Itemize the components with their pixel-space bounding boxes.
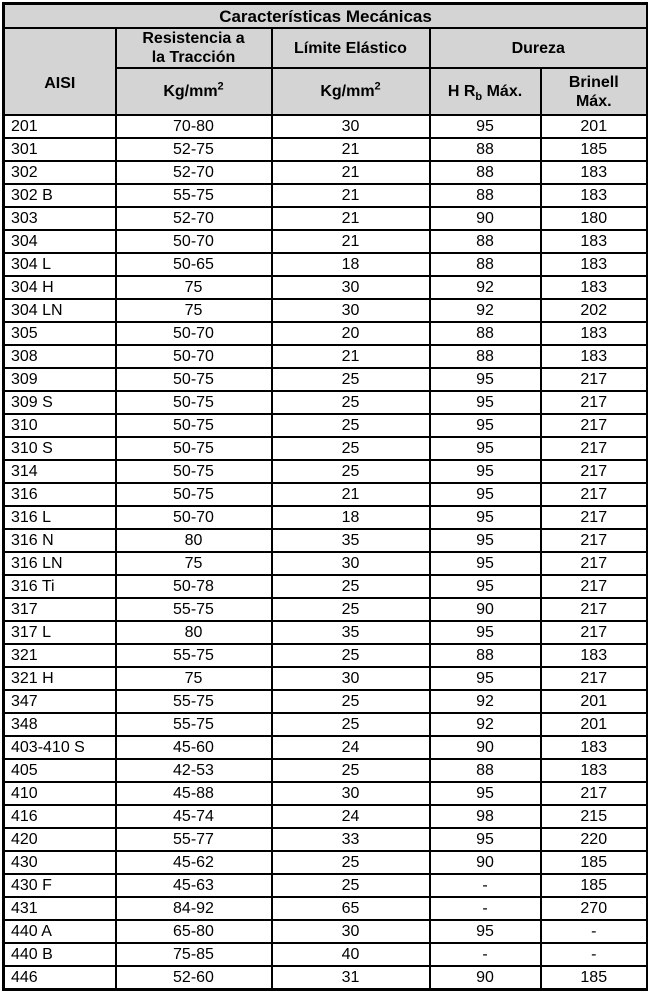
cell-elastic: 25 [272, 575, 430, 598]
table-row [4, 184, 648, 207]
mechanical-characteristics-table [2, 2, 648, 991]
cell-tensile: 45-74 [116, 805, 272, 828]
cell-brinell: 183 [541, 253, 648, 276]
cell-hrb: 88 [430, 759, 541, 782]
cell-brinell: 217 [541, 552, 648, 575]
table-row [4, 759, 648, 782]
header-row-groups [4, 28, 648, 68]
cell-elastic: 35 [272, 529, 430, 552]
cell-elastic: 25 [272, 874, 430, 897]
cell-aisi: 348 [4, 713, 116, 736]
cell-brinell: 201 [541, 115, 648, 138]
elastic-unit-exponent: 2 [374, 80, 381, 93]
tensile-label-line1: Resistencia a [142, 30, 245, 47]
cell-elastic: 30 [272, 115, 430, 138]
cell-elastic: 30 [272, 299, 430, 322]
cell-aisi: 317 L [4, 621, 116, 644]
cell-hrb: - [430, 897, 541, 920]
cell-tensile: 42-53 [116, 759, 272, 782]
cell-aisi: 308 [4, 345, 116, 368]
cell-hrb: 95 [430, 368, 541, 391]
cell-brinell: 217 [541, 782, 648, 805]
cell-hrb: 92 [430, 299, 541, 322]
cell-brinell: 183 [541, 644, 648, 667]
table-row [4, 230, 648, 253]
column-header-tensile [116, 28, 272, 68]
cell-tensile: 50-75 [116, 483, 272, 506]
cell-aisi: 316 L [4, 506, 116, 529]
cell-hrb: 95 [430, 506, 541, 529]
table-row [4, 529, 648, 552]
brinell-label-line1: Brinell [568, 73, 619, 91]
cell-brinell: 217 [541, 621, 648, 644]
cell-elastic: 25 [272, 414, 430, 437]
cell-brinell: 183 [541, 276, 648, 299]
cell-tensile: 80 [116, 529, 272, 552]
cell-elastic: 20 [272, 322, 430, 345]
cell-brinell: 217 [541, 575, 648, 598]
cell-brinell: 180 [541, 207, 648, 230]
cell-brinell: 217 [541, 529, 648, 552]
cell-brinell: 217 [541, 391, 648, 414]
cell-aisi: 304 L [4, 253, 116, 276]
hrb-label-pre: H R [447, 83, 476, 100]
cell-elastic: 30 [272, 276, 430, 299]
cell-hrb: - [430, 943, 541, 966]
table-row [4, 828, 648, 851]
cell-tensile: 55-75 [116, 184, 272, 207]
table-row [4, 276, 648, 299]
cell-aisi: 420 [4, 828, 116, 851]
cell-elastic: 25 [272, 598, 430, 621]
cell-brinell: 215 [541, 805, 648, 828]
cell-tensile: 52-60 [116, 966, 272, 990]
cell-brinell: 183 [541, 322, 648, 345]
table-row [4, 552, 648, 575]
table-row [4, 575, 648, 598]
cell-brinell: 201 [541, 690, 648, 713]
cell-aisi: 316 N [4, 529, 116, 552]
cell-brinell: 220 [541, 828, 648, 851]
cell-aisi: 430 F [4, 874, 116, 897]
cell-aisi: 316 LN [4, 552, 116, 575]
cell-aisi: 309 [4, 368, 116, 391]
cell-tensile: 70-80 [116, 115, 272, 138]
cell-elastic: 40 [272, 943, 430, 966]
tensile-label-line2: la Tracción [151, 49, 236, 66]
cell-elastic: 30 [272, 782, 430, 805]
table-row [4, 299, 648, 322]
cell-brinell: 185 [541, 138, 648, 161]
cell-tensile: 50-75 [116, 460, 272, 483]
cell-aisi: 410 [4, 782, 116, 805]
cell-aisi: 446 [4, 966, 116, 990]
cell-brinell: 217 [541, 598, 648, 621]
hrb-label-post: Máx. [482, 83, 523, 100]
cell-brinell: 183 [541, 161, 648, 184]
table-row [4, 874, 648, 897]
cell-elastic: 25 [272, 368, 430, 391]
cell-tensile: 55-77 [116, 828, 272, 851]
cell-aisi: 347 [4, 690, 116, 713]
table-row [4, 115, 648, 138]
cell-brinell: 185 [541, 851, 648, 874]
cell-elastic: 30 [272, 552, 430, 575]
cell-hrb: 95 [430, 667, 541, 690]
table-row [4, 897, 648, 920]
cell-brinell: 183 [541, 345, 648, 368]
cell-tensile: 45-88 [116, 782, 272, 805]
cell-tensile: 50-70 [116, 506, 272, 529]
cell-tensile: 75 [116, 552, 272, 575]
table-row [4, 920, 648, 943]
table-row [4, 460, 648, 483]
cell-elastic: 25 [272, 690, 430, 713]
cell-aisi: 431 [4, 897, 116, 920]
cell-aisi: 303 [4, 207, 116, 230]
cell-brinell: 185 [541, 966, 648, 990]
cell-hrb: 95 [430, 437, 541, 460]
cell-brinell: 217 [541, 667, 648, 690]
cell-brinell: 217 [541, 460, 648, 483]
table-row [4, 782, 648, 805]
table-body [4, 115, 648, 990]
table-row [4, 506, 648, 529]
cell-elastic: 21 [272, 483, 430, 506]
cell-aisi: 310 S [4, 437, 116, 460]
table-row [4, 253, 648, 276]
cell-hrb: 95 [430, 920, 541, 943]
cell-hrb: 90 [430, 598, 541, 621]
cell-aisi: 416 [4, 805, 116, 828]
cell-hrb: 88 [430, 161, 541, 184]
cell-aisi: 316 Ti [4, 575, 116, 598]
cell-elastic: 25 [272, 644, 430, 667]
cell-tensile: 50-75 [116, 437, 272, 460]
cell-tensile: 45-62 [116, 851, 272, 874]
cell-hrb: 95 [430, 828, 541, 851]
cell-tensile: 55-75 [116, 644, 272, 667]
cell-tensile: 50-70 [116, 230, 272, 253]
cell-aisi: 305 [4, 322, 116, 345]
cell-tensile: 50-70 [116, 345, 272, 368]
cell-aisi: 314 [4, 460, 116, 483]
cell-hrb: 88 [430, 230, 541, 253]
cell-hrb: 88 [430, 345, 541, 368]
table-row [4, 851, 648, 874]
column-header-hrb [430, 68, 541, 115]
cell-brinell: 217 [541, 437, 648, 460]
table-row [4, 736, 648, 759]
table-row [4, 805, 648, 828]
cell-elastic: 18 [272, 253, 430, 276]
table-row [4, 644, 648, 667]
cell-aisi: 309 S [4, 391, 116, 414]
table-row [4, 391, 648, 414]
table-row [4, 322, 648, 345]
cell-hrb: 95 [430, 552, 541, 575]
cell-aisi: 304 H [4, 276, 116, 299]
cell-brinell: - [541, 920, 648, 943]
cell-elastic: 21 [272, 138, 430, 161]
cell-elastic: 25 [272, 437, 430, 460]
cell-elastic: 21 [272, 207, 430, 230]
cell-tensile: 75-85 [116, 943, 272, 966]
cell-tensile: 52-70 [116, 161, 272, 184]
cell-tensile: 75 [116, 276, 272, 299]
column-header-tensile-unit [116, 68, 272, 115]
cell-tensile: 80 [116, 621, 272, 644]
cell-hrb: 95 [430, 529, 541, 552]
cell-brinell: 183 [541, 759, 648, 782]
cell-hrb: 92 [430, 690, 541, 713]
cell-tensile: 52-70 [116, 207, 272, 230]
cell-elastic: 65 [272, 897, 430, 920]
cell-hrb: - [430, 874, 541, 897]
cell-aisi: 301 [4, 138, 116, 161]
cell-hrb: 98 [430, 805, 541, 828]
table-row [4, 690, 648, 713]
cell-elastic: 25 [272, 851, 430, 874]
cell-aisi: 304 LN [4, 299, 116, 322]
cell-hrb: 95 [430, 115, 541, 138]
cell-elastic: 31 [272, 966, 430, 990]
brinell-label-line2: Máx. [575, 92, 612, 110]
cell-tensile: 50-75 [116, 368, 272, 391]
table-row [4, 667, 648, 690]
tensile-unit-base: Kg/mm [163, 83, 218, 100]
cell-tensile: 45-63 [116, 874, 272, 897]
cell-hrb: 95 [430, 414, 541, 437]
column-header-elastic: Límite Elástico [272, 28, 430, 68]
cell-tensile: 75 [116, 667, 272, 690]
table-row [4, 207, 648, 230]
cell-hrb: 95 [430, 391, 541, 414]
cell-brinell: 202 [541, 299, 648, 322]
cell-brinell: 185 [541, 874, 648, 897]
table-row [4, 713, 648, 736]
cell-elastic: 21 [272, 230, 430, 253]
cell-hrb: 88 [430, 138, 541, 161]
title-row [4, 4, 648, 29]
elastic-unit-base: Kg/mm [320, 83, 375, 100]
cell-aisi: 304 [4, 230, 116, 253]
cell-tensile: 75 [116, 299, 272, 322]
column-header-aisi: AISI [4, 28, 116, 115]
column-header-elastic-unit [272, 68, 430, 115]
cell-elastic: 33 [272, 828, 430, 851]
table-row [4, 414, 648, 437]
cell-tensile: 65-80 [116, 920, 272, 943]
cell-aisi: 440 A [4, 920, 116, 943]
cell-tensile: 50-75 [116, 414, 272, 437]
cell-aisi: 316 [4, 483, 116, 506]
cell-tensile: 45-60 [116, 736, 272, 759]
cell-hrb: 88 [430, 322, 541, 345]
table-row [4, 368, 648, 391]
cell-elastic: 24 [272, 805, 430, 828]
cell-tensile: 50-75 [116, 391, 272, 414]
cell-aisi: 310 [4, 414, 116, 437]
table-row [4, 345, 648, 368]
cell-brinell: 217 [541, 483, 648, 506]
table-row [4, 483, 648, 506]
cell-brinell: - [541, 943, 648, 966]
cell-hrb: 95 [430, 460, 541, 483]
cell-brinell: 217 [541, 368, 648, 391]
cell-tensile: 50-70 [116, 322, 272, 345]
cell-brinell: 183 [541, 230, 648, 253]
table-row [4, 161, 648, 184]
table-row [4, 966, 648, 990]
cell-hrb: 90 [430, 851, 541, 874]
cell-hrb: 92 [430, 276, 541, 299]
cell-aisi: 302 B [4, 184, 116, 207]
cell-aisi: 440 B [4, 943, 116, 966]
cell-aisi: 405 [4, 759, 116, 782]
cell-tensile: 55-75 [116, 713, 272, 736]
table-row [4, 943, 648, 966]
tensile-unit-exponent: 2 [217, 80, 224, 93]
cell-elastic: 21 [272, 345, 430, 368]
cell-aisi: 317 [4, 598, 116, 621]
table-title: Características Mecánicas [4, 4, 648, 29]
cell-tensile: 50-78 [116, 575, 272, 598]
cell-tensile: 84-92 [116, 897, 272, 920]
cell-elastic: 24 [272, 736, 430, 759]
cell-elastic: 30 [272, 920, 430, 943]
table-row [4, 598, 648, 621]
cell-hrb: 90 [430, 966, 541, 990]
cell-brinell: 183 [541, 736, 648, 759]
cell-brinell: 183 [541, 184, 648, 207]
cell-hrb: 88 [430, 253, 541, 276]
cell-elastic: 21 [272, 161, 430, 184]
cell-hrb: 95 [430, 621, 541, 644]
cell-hrb: 88 [430, 644, 541, 667]
cell-elastic: 25 [272, 713, 430, 736]
cell-elastic: 25 [272, 391, 430, 414]
cell-brinell: 217 [541, 506, 648, 529]
cell-hrb: 90 [430, 736, 541, 759]
cell-aisi: 321 [4, 644, 116, 667]
cell-elastic: 30 [272, 667, 430, 690]
cell-brinell: 270 [541, 897, 648, 920]
cell-elastic: 18 [272, 506, 430, 529]
hrb-label-subscript: b [475, 91, 483, 104]
table-row [4, 437, 648, 460]
cell-hrb: 95 [430, 483, 541, 506]
cell-aisi: 321 H [4, 667, 116, 690]
cell-elastic: 35 [272, 621, 430, 644]
cell-hrb: 88 [430, 184, 541, 207]
cell-aisi: 403-410 S [4, 736, 116, 759]
cell-tensile: 50-65 [116, 253, 272, 276]
column-header-brinell [541, 68, 648, 115]
cell-hrb: 95 [430, 782, 541, 805]
cell-elastic: 25 [272, 759, 430, 782]
cell-elastic: 25 [272, 460, 430, 483]
cell-aisi: 430 [4, 851, 116, 874]
cell-tensile: 55-75 [116, 598, 272, 621]
cell-hrb: 92 [430, 713, 541, 736]
cell-aisi: 302 [4, 161, 116, 184]
cell-aisi: 201 [4, 115, 116, 138]
column-header-hardness: Dureza [430, 28, 648, 68]
table-row [4, 138, 648, 161]
cell-tensile: 55-75 [116, 690, 272, 713]
cell-brinell: 201 [541, 713, 648, 736]
cell-hrb: 95 [430, 575, 541, 598]
cell-brinell: 217 [541, 414, 648, 437]
cell-elastic: 21 [272, 184, 430, 207]
table-row [4, 621, 648, 644]
cell-tensile: 52-75 [116, 138, 272, 161]
cell-hrb: 90 [430, 207, 541, 230]
